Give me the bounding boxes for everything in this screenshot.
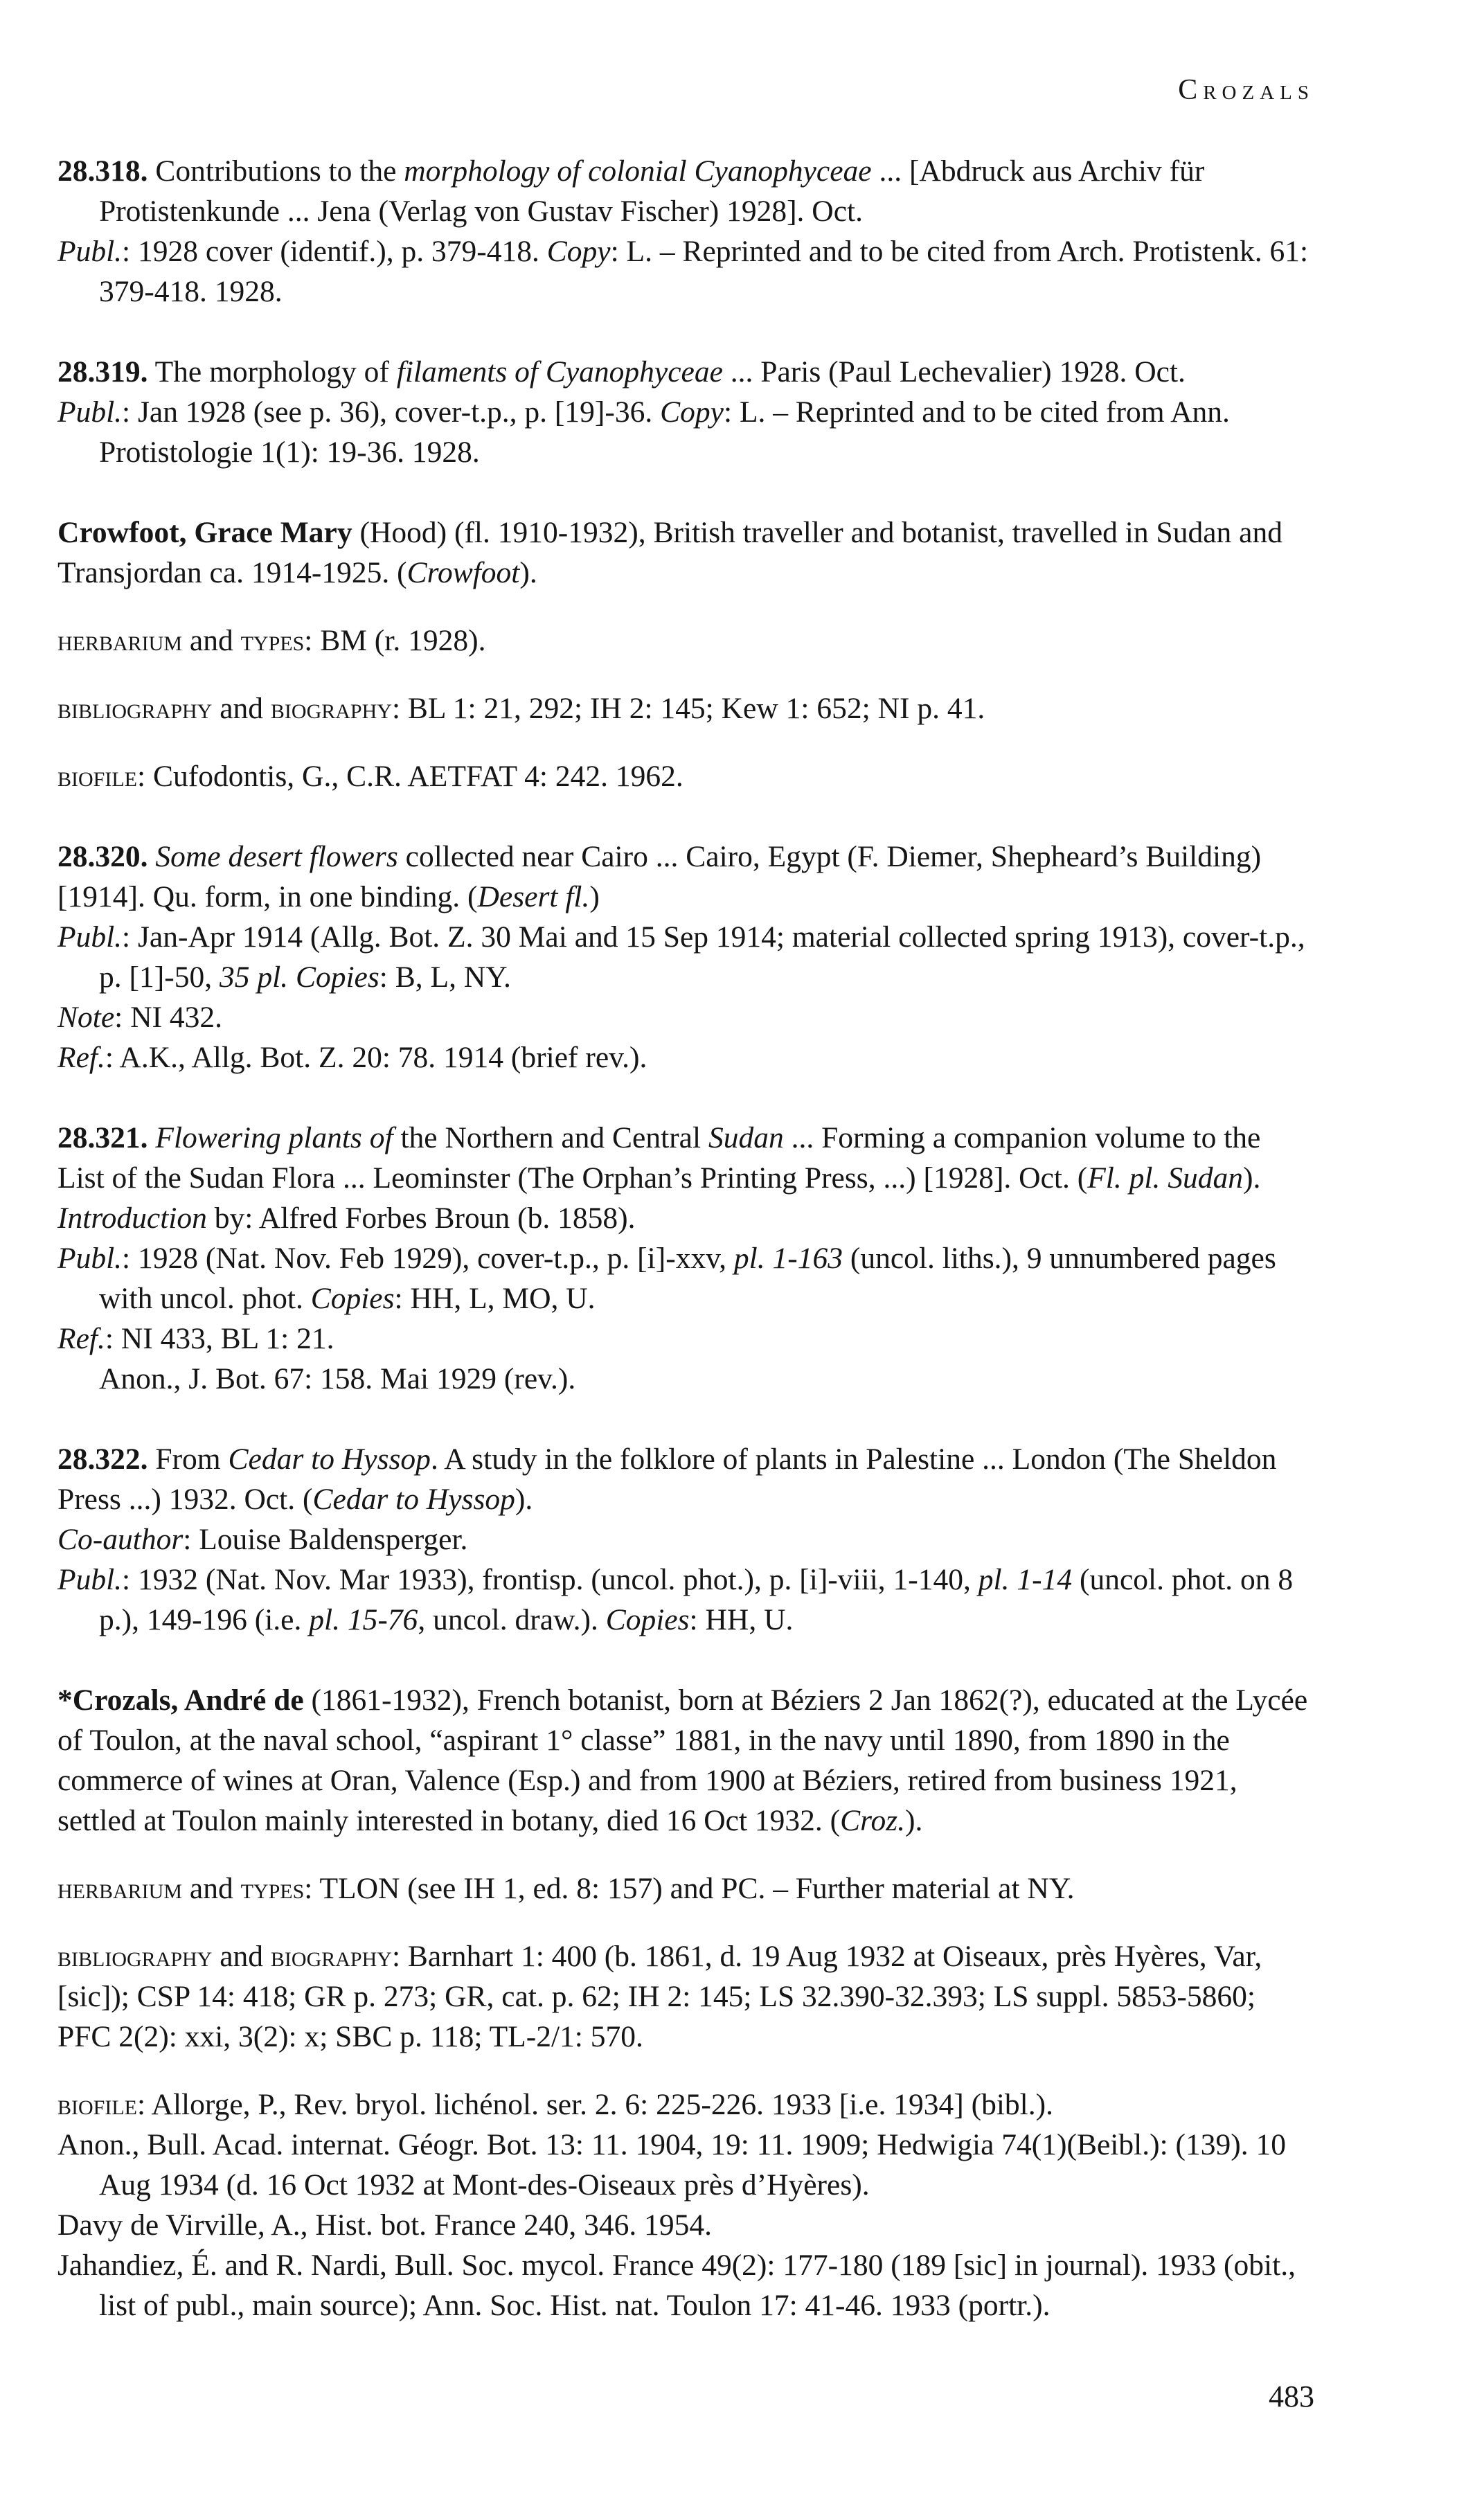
publication-line: Publ.: 1932 (Nat. Nov. Mar 1933), frontisp. (uncol. phot.), p. [i]-viii, 1-140, pl. 1-14 (uncol. phot. on 8 p.), 149-196 (i.e. pl. 15-76, uncol. draw.). Copies: HH, U. [57,1563,1294,1636]
reference-line: Ref.: NI 433, BL 1: 21. [57,1322,334,1355]
page-content [57,151,1314,2325]
bibliography-line: bibliography and biography: Barnhart 1: 400 (b. 1861, d. 19 Aug 1932 at Oiseaux, près Hyères, Var, [sic]); CSP 14: 418; GR p. 273; GR, cat. p. 62; IH 2: 145; LS 32.390-32.393; LS suppl. 5853-5860; PFC 2(2): xxi, 3(2): x; SBC p. 118; TL-2/1: 570. [57,1940,1262,2053]
entry-number: 28.320. [57,840,148,873]
biofile-line: Anon., Bull. Acad. internat. Géogr. Bot. 13: 11. 1904, 19: 11. 1909; Hedwigia 74(1)(Beibl.): (139). 10 Aug 1934 (d. 16 Oct 1932 at Mont-des-Oiseaux près d’Hyères). [57,2128,1287,2202]
publication-line: Publ.: 1928 cover (identif.), p. 379-418. Copy: L. – Reprinted and to be cited from Arch. Protistenk. 61: 379-418. 1928. [57,235,1309,308]
author-name: *Crozals, André de [57,1684,304,1717]
biofile-line: Davy de Virville, A., Hist. bot. France 240, 346. 1954. [57,2208,713,2242]
entry-28-318 [57,151,1314,312]
entry-number: 28.319. [57,355,148,389]
entry-28-320 [57,837,1314,1078]
introduction-line: Introduction by: Alfred Forbes Broun (b. 1858). [57,1202,636,1235]
entry-title: 28.318. Contributions to the morphology of colonial Cyanophyceae ... [Abdruck aus Archiv für Protistenkunde ... Jena (Verlag von Gustav Fischer) 1928]. Oct. [57,154,1205,228]
biofile-line: biofile: Cufodontis, G., C.R. AETFAT 4: 242. 1962. [57,760,683,793]
biofile-line: biofile: Allorge, P., Rev. bryol. lichénol. ser. 2. 6: 225-226. 1933 [i.e. 1934] (bibl.). [57,2088,1053,2121]
entry-title: 28.320. Some desert flowers collected near Cairo ... Cairo, Egypt (F. Diemer, Shepheard’s Building) [1914]. Qu. form, in one binding. (Desert fl.) [57,840,1262,913]
author-entry-crozals [57,1680,1314,2325]
author-bio: Crowfoot, Grace Mary (Hood) (fl. 1910-1932), British traveller and botanist, travelled in Sudan and Transjordan ca. 1914-1925. (Crowfoot). [57,516,1282,589]
entry-title: 28.322. From Cedar to Hyssop. A study in the folklore of plants in Palestine ... London (The Sheldon Press ...) 1932. Oct. (Cedar to Hyssop). [57,1443,1277,1516]
reference-line: Ref.: A.K., Allg. Bot. Z. 20: 78. 1914 (brief rev.). [57,1041,647,1074]
author-entry-crowfoot [57,512,1314,796]
running-header: Crozals [1178,74,1314,106]
author-name: Crowfoot, Grace Mary [57,516,352,549]
publication-line: Publ.: 1928 (Nat. Nov. Feb 1929), cover-t.p., p. [i]-xxv, pl. 1-163 (uncol. liths.), 9 unnumbered pages with uncol. phot. Copies: HH, L, MO, U. [57,1242,1276,1315]
bibliography-line: bibliography and biography: BL 1: 21, 292; IH 2: 145; Kew 1: 652; NI p. 41. [57,692,985,725]
coauthor-line: Co-author: Louise Baldensperger. [57,1523,468,1556]
herbarium-line: herbarium and types: TLON (see IH 1, ed. 8: 157) and PC. – Further material at NY. [57,1872,1075,1905]
entry-title: 28.319. The morphology of filaments of Cyanophyceae ... Paris (Paul Lechevalier) 1928. Oct. [57,355,1186,389]
author-bio: *Crozals, André de (1861-1932), French botanist, born at Béziers 2 Jan 1862(?), educated at the Lycée of Toulon, at the naval school, “aspirant 1° classe” 1881, in the navy until 1890, from 1890 in the commerce of wines at Oran, Valence (Esp.) and from 1900 at Béziers, retired from business 1921, settled at Toulon mainly interested in botany, died 16 Oct 1932. (Croz.). [57,1684,1308,1837]
publication-line: Publ.: Jan 1928 (see p. 36), cover-t.p., p. [19]-36. Copy: L. – Reprinted and to be cited from Ann. Protistologie 1(1): 19-36. 1928. [57,395,1230,469]
entry-number: 28.322. [57,1443,148,1476]
note-line: Note: NI 432. [57,1001,223,1034]
publication-line: Publ.: Jan-Apr 1914 (Allg. Bot. Z. 30 Mai and 15 Sep 1914; material collected spring 1913), cover-t.p., p. [1]-50, 35 pl. Copies: B, L, NY. [57,920,1305,994]
page-number: 483 [1269,2379,1314,2413]
entry-28-322 [57,1439,1314,1640]
entry-number: 28.321. [57,1121,148,1154]
entry-title: 28.321. Flowering plants of the Northern and Central Sudan ... Forming a companion volume to the List of the Sudan Flora ... Leominster (The Orphan’s Printing Press, ...) [1928]. Oct. (Fl. pl. Sudan). [57,1121,1261,1195]
entry-number: 28.318. [57,154,148,188]
biofile-line: Jahandiez, É. and R. Nardi, Bull. Soc. mycol. France 49(2): 177-180 (189 [sic] in journal). 1933 (obit., list of publ., main source); Ann. Soc. Hist. nat. Toulon 17: 41-46. 1933 (portr.). [57,2249,1296,2322]
entry-28-321 [57,1118,1314,1399]
herbarium-line: herbarium and types: BM (r. 1928). [57,624,486,657]
entry-28-319 [57,352,1314,472]
reference-line: Anon., J. Bot. 67: 158. Mai 1929 (rev.). [99,1362,576,1395]
